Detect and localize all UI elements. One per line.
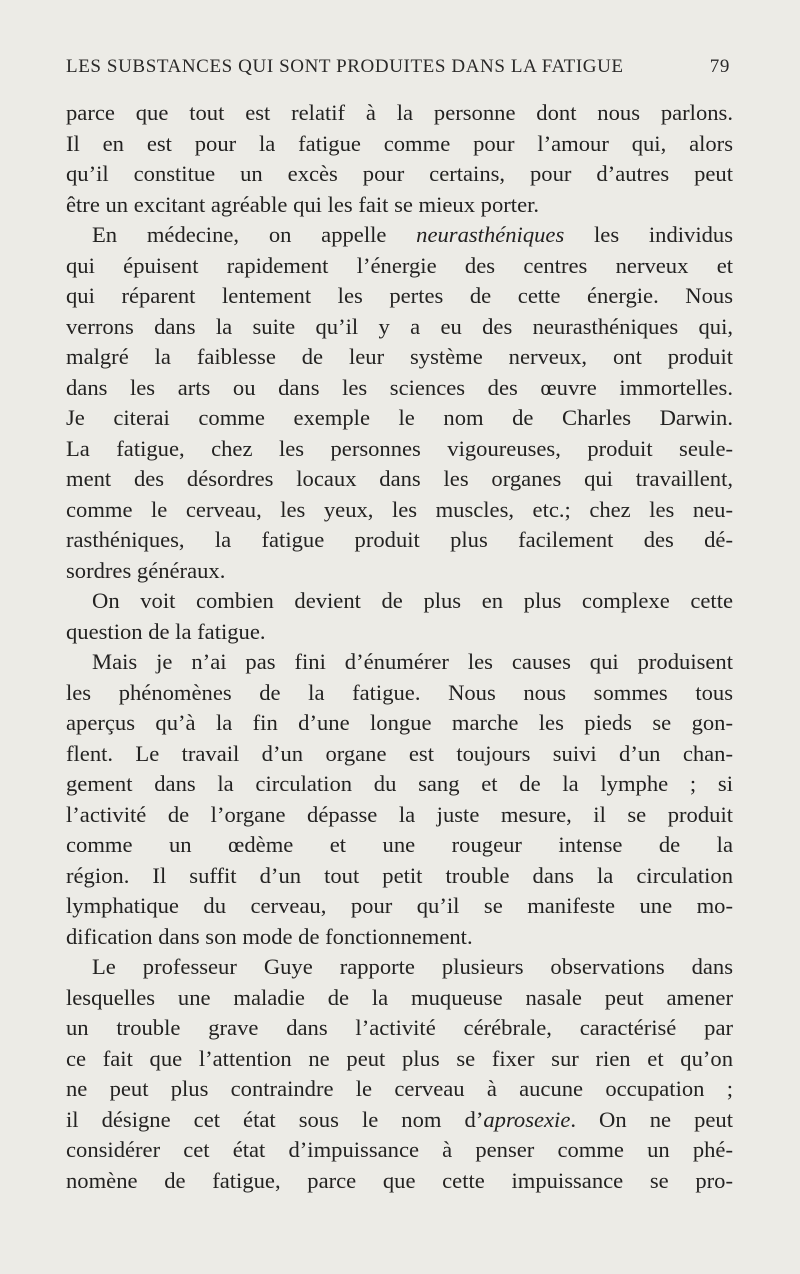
text-line: flent. Le travail d’un organe est toujours suivi d’un chan-	[66, 740, 733, 766]
running-header	[66, 56, 730, 86]
text-line: considérer cet état d’impuissance à penser comme un phé-	[66, 1137, 733, 1162]
text-run: . On ne peut	[570, 1106, 733, 1132]
text-run: En médecine, on appelle	[92, 222, 417, 247]
text-line: dification dans son mode de fonctionnement.	[66, 923, 473, 949]
text-line: les phénomènes de la fatigue. Nous nous sommes tous	[66, 679, 733, 705]
text-line: malgré la faiblesse de leur système nerveux, ont produit	[66, 344, 733, 369]
page-number: 79	[709, 56, 730, 77]
text-line: dans les arts ou dans les sciences des œuvre immortelles.	[66, 374, 733, 400]
text-line: qui épuisent rapidement l’énergie des centres nerveux et	[66, 252, 733, 278]
text-line: qui réparent lentement les pertes de cette énergie. Nous	[66, 283, 733, 308]
text-line: nomène de fatigue, parce que cette impuissance se pro-	[66, 1167, 733, 1193]
body-text	[66, 98, 733, 1196]
emphasized-term: neurasthéniques	[416, 222, 565, 247]
text-line: Mais je n’ai pas fini d’énumérer les causes qui produisent	[92, 649, 733, 674]
text-line: lymphatique du cerveau, pour qu’il se manifeste une mo-	[66, 893, 733, 918]
emphasized-term: aprosexie	[483, 1106, 571, 1132]
text-line: région. Il suffit d’un tout petit trouble dans la circulation	[66, 862, 733, 888]
text-line: rasthéniques, la fatigue produit plus facilement des dé-	[66, 527, 733, 552]
text-line: sordres généraux.	[66, 557, 226, 583]
text-line: parce que tout est relatif à la personne dont nous parlons.	[66, 100, 733, 125]
text-line: comme un œdème et une rougeur intense de la	[66, 832, 733, 857]
running-header-title: LES SUBSTANCES QUI SONT PRODUITES DANS LA FATIGUE	[66, 56, 624, 77]
text-line: ce fait que l’attention ne peut plus se fixer sur rien et qu’on	[66, 1045, 733, 1071]
text-line: lesquelles une maladie de la muqueuse nasale peut amener	[66, 984, 733, 1010]
text-run: il désigne cet état sous le nom d’	[66, 1106, 484, 1132]
text-line: Le professeur Guye rapporte plusieurs observations dans	[92, 954, 733, 979]
text-line: ment des désordres locaux dans les organes qui travaillent,	[66, 466, 733, 491]
text-line: Je citerai comme exemple le nom de Charles Darwin.	[66, 405, 733, 430]
text-line: On voit combien devient de plus en plus complexe cette	[92, 588, 733, 613]
text-line: verrons dans la suite qu’il y a eu des neurasthéniques qui,	[66, 313, 733, 339]
text-line: l’activité de l’organe dépasse la juste mesure, il se produit	[66, 801, 733, 827]
text-line: question de la fatigue.	[66, 618, 266, 644]
text-line: La fatigue, chez les personnes vigoureuses, produit seule-	[66, 435, 733, 461]
text-line	[66, 1105, 733, 1136]
text-line	[66, 220, 733, 251]
text-line: comme le cerveau, les yeux, les muscles, etc.; chez les neu-	[66, 496, 733, 522]
text-line: qu’il constitue un excès pour certains, pour d’autres peut	[66, 161, 733, 186]
text-line: un trouble grave dans l’activité cérébrale, caractérisé par	[66, 1015, 733, 1040]
text-line: être un excitant agréable qui les fait se mieux porter.	[66, 191, 540, 217]
text-line: ne peut plus contraindre le cerveau à aucune occupation ;	[66, 1076, 733, 1101]
text-line: gement dans la circulation du sang et de la lymphe ; si	[66, 771, 733, 796]
text-run: les individus	[564, 222, 733, 247]
text-line: aperçus qu’à la fin d’une longue marche les pieds se gon-	[66, 710, 733, 735]
text-line: Il en est pour la fatigue comme pour l’amour qui, alors	[66, 130, 733, 156]
